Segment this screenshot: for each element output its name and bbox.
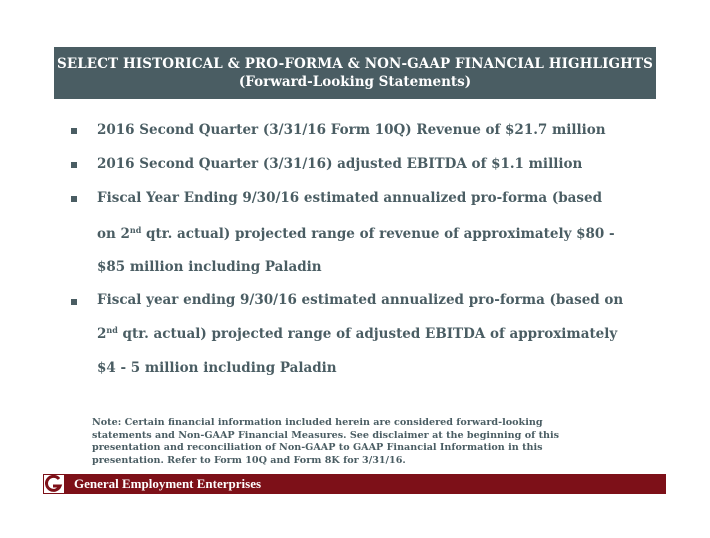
bullet-text: Fiscal Year Ending 9/30/16 estimated annualized pro-forma (based: [97, 190, 603, 206]
ge-logo-icon: [43, 474, 65, 494]
title-banner: [54, 47, 656, 99]
bullet-text: $4 - 5 million including Paladin: [97, 360, 337, 376]
disclaimer-note: [92, 417, 612, 467]
ordinal-suffix: nd: [106, 325, 118, 335]
bullet-text-part: qtr. actual) projected range of revenue of approximately $80 -: [141, 226, 615, 242]
bullet-text: 2016 Second Quarter (3/31/16) adjusted EBITDA of $1.1 million: [97, 156, 583, 172]
bullet-marker-icon: [71, 299, 77, 305]
bullet-text: [97, 326, 617, 342]
bullet-text: [97, 226, 615, 242]
bullet-text: $85 million including Paladin: [97, 259, 322, 275]
note-line: Note: Certain financial information included herein are considered forward-looking: [92, 417, 543, 428]
bullet-text-part: 2: [97, 326, 107, 342]
bullet-marker-icon: [71, 162, 77, 168]
bullet-text: 2016 Second Quarter (3/31/16 Form 10Q) Revenue of $21.7 million: [97, 122, 606, 138]
title-line-1: SELECT HISTORICAL & PRO-FORMA & NON-GAAP FINANCIAL HIGHLIGHTS: [56, 56, 654, 72]
bullet-text: Fiscal year ending 9/30/16 estimated annualized pro-forma (based on: [97, 292, 624, 308]
bullet-text-part: qtr. actual) projected range of adjusted EBITDA of approximately: [117, 326, 618, 342]
bullet-text-part: on 2: [97, 226, 130, 242]
bullet-marker-icon: [71, 196, 77, 202]
ordinal-suffix: nd: [129, 225, 142, 235]
ge-logo-graphic: [44, 475, 64, 493]
company-name: General Employment Enterprises: [74, 476, 262, 491]
note-line: presentation. Refer to Form 10Q and Form 8K for 3/31/16.: [92, 454, 406, 466]
note-line: statements and Non-GAAP Financial Measures. See disclaimer at the beginning of this: [92, 429, 560, 441]
note-line: presentation and reconciliation of Non-GAAP to GAAP Financial Information in this: [92, 442, 543, 453]
bullet-marker-icon: [71, 128, 77, 134]
title-line-2: (Forward-Looking Statements): [238, 74, 472, 90]
